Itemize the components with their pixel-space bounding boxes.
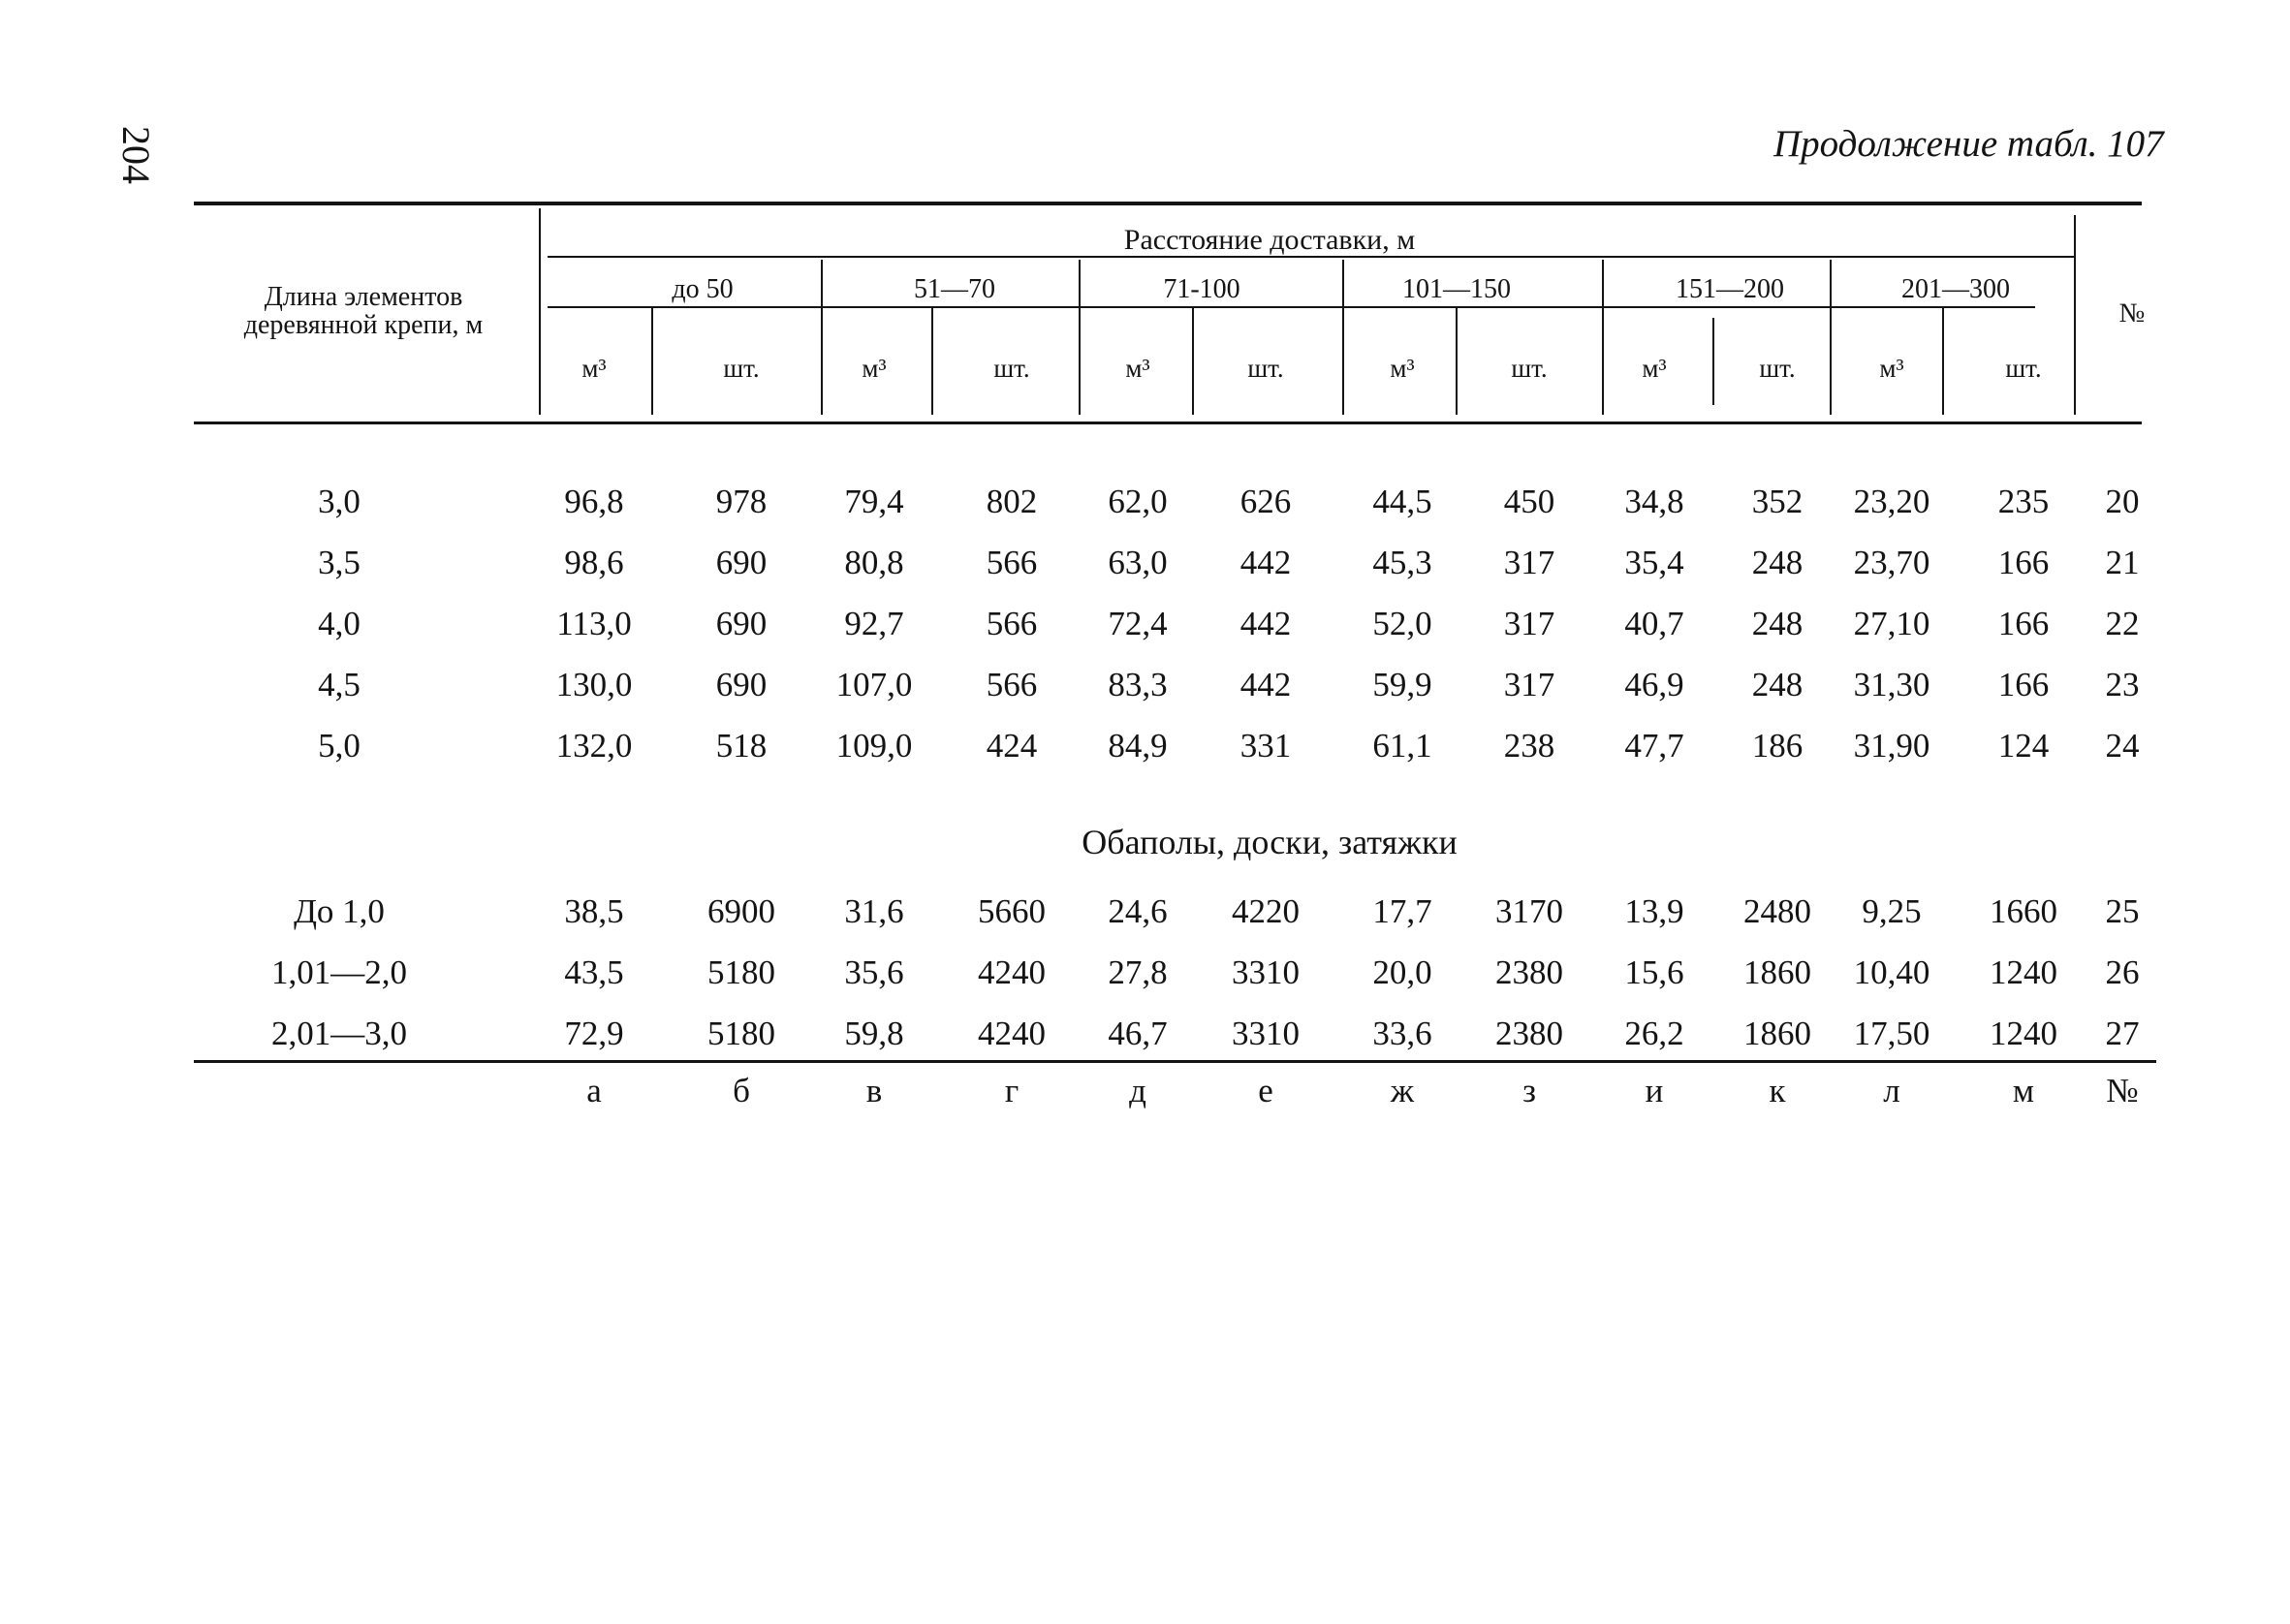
delivery-distance-title: Расстояние доставки, м xyxy=(1123,224,1416,256)
table-cell: 3310 xyxy=(1232,953,1300,991)
table-cell: 35,4 xyxy=(1624,544,1684,581)
column-letter: и xyxy=(1645,1072,1664,1109)
unit-header: шт. xyxy=(1511,354,1548,383)
table-cell: 40,7 xyxy=(1624,605,1684,642)
table-cell: 4240 xyxy=(978,953,1046,991)
row-label: 5,0 xyxy=(318,727,361,765)
unit-header: м³ xyxy=(1879,354,1904,383)
table-cell: 17,50 xyxy=(1853,1015,1930,1052)
table-cell: 802 xyxy=(986,483,1038,520)
column-letter: б xyxy=(733,1072,750,1109)
row-label-line-1: Длина элементов xyxy=(264,282,463,312)
table-cell: 248 xyxy=(1751,544,1804,581)
table-cell: 690 xyxy=(715,544,768,581)
table-cell: 24,6 xyxy=(1108,892,1168,930)
column-letter: д xyxy=(1129,1072,1146,1109)
table-cell: 317 xyxy=(1503,544,1555,581)
table-cell: 5180 xyxy=(707,953,775,991)
unit-header: шт. xyxy=(2005,354,2042,383)
table-cell: 47,7 xyxy=(1624,727,1684,765)
table-cell: 31,30 xyxy=(1853,666,1930,703)
distance-range-header: 71-100 xyxy=(1163,274,1240,304)
distance-range-header: 151—200 xyxy=(1676,274,1784,304)
table-cell: 3170 xyxy=(1495,892,1563,930)
table-cell: 27,10 xyxy=(1853,605,1930,642)
table-cell: 166 xyxy=(1997,666,2050,703)
table-cell: 566 xyxy=(986,605,1038,642)
table-cell: 61,1 xyxy=(1372,727,1432,765)
divider xyxy=(1456,308,1458,415)
divider xyxy=(821,260,823,415)
unit-header: шт. xyxy=(1247,354,1284,383)
table-cell: 248 xyxy=(1751,605,1804,642)
row-label: До 1,0 xyxy=(294,892,385,930)
column-letter: л xyxy=(1883,1072,1900,1109)
table-cell: 46,9 xyxy=(1624,666,1684,703)
table-cell: 352 xyxy=(1751,483,1804,520)
unit-header: шт. xyxy=(993,354,1030,383)
row-label: 4,5 xyxy=(318,666,361,703)
table-cell: 26,2 xyxy=(1624,1015,1684,1052)
table-cell: 166 xyxy=(1997,605,2050,642)
column-letter: ж xyxy=(1390,1072,1415,1109)
column-letter: в xyxy=(865,1072,883,1109)
table-cell: 31,90 xyxy=(1853,727,1930,765)
table-cell: 15,6 xyxy=(1624,953,1684,991)
table-cell: 566 xyxy=(986,544,1038,581)
row-number: 24 xyxy=(2105,727,2140,765)
distance-range-header: до 50 xyxy=(672,274,734,304)
table-cell: 690 xyxy=(715,666,768,703)
table-cell: 72,9 xyxy=(564,1015,624,1052)
table-cell: 83,3 xyxy=(1108,666,1168,703)
table-cell: 450 xyxy=(1503,483,1555,520)
table-cell: 23,20 xyxy=(1853,483,1930,520)
table-cell: 3310 xyxy=(1232,1015,1300,1052)
table-cell: 35,6 xyxy=(844,953,904,991)
table-cell: 1860 xyxy=(1743,953,1811,991)
unit-header: м³ xyxy=(1390,354,1415,383)
table-cell: 166 xyxy=(1997,544,2050,581)
table-cell: 5180 xyxy=(707,1015,775,1052)
table-cell: 63,0 xyxy=(1108,544,1168,581)
table-cell: 113,0 xyxy=(556,605,632,642)
table-cell: 38,5 xyxy=(564,892,624,930)
row-label-line-2: деревянной крепи, м xyxy=(243,310,484,340)
table-cell: 5660 xyxy=(978,892,1046,930)
table-cell: 23,70 xyxy=(1853,544,1930,581)
column-letter: м xyxy=(2012,1072,2035,1109)
divider xyxy=(1079,260,1081,415)
table-cell: 238 xyxy=(1503,727,1555,765)
table-cell: 442 xyxy=(1239,666,1292,703)
table-cell: 34,8 xyxy=(1624,483,1684,520)
divider xyxy=(2074,215,2076,415)
table-cell: 62,0 xyxy=(1108,483,1168,520)
column-letter: е xyxy=(1258,1072,1273,1109)
table-cell: 45,3 xyxy=(1372,544,1432,581)
table-cell: 331 xyxy=(1239,727,1292,765)
table-cell: 130,0 xyxy=(555,666,633,703)
row-number: 26 xyxy=(2105,953,2140,991)
table-cell: 1860 xyxy=(1743,1015,1811,1052)
table-cell: 92,7 xyxy=(844,605,904,642)
row-label: 2,01—3,0 xyxy=(271,1015,407,1052)
table-continuation-caption: Продолжение табл. 107 xyxy=(1773,123,2164,165)
unit-header: м³ xyxy=(1125,354,1150,383)
row-number: 23 xyxy=(2105,666,2140,703)
table-cell: 109,0 xyxy=(835,727,913,765)
table-cell: 235 xyxy=(1997,483,2050,520)
divider xyxy=(1712,318,1714,405)
column-letter: № xyxy=(2106,1072,2139,1109)
row-label: 1,01—2,0 xyxy=(271,953,407,991)
table-cell: 442 xyxy=(1239,605,1292,642)
table-cell: 2380 xyxy=(1495,953,1563,991)
table-cell: 124 xyxy=(1997,727,2050,765)
page-number: 204 xyxy=(114,126,158,184)
row-number: 25 xyxy=(2105,892,2140,930)
row-label: 3,5 xyxy=(318,544,361,581)
distance-range-header: 51—70 xyxy=(914,274,995,304)
table-cell: 186 xyxy=(1751,727,1804,765)
table-cell: 132,0 xyxy=(555,727,633,765)
table-cell: 20,0 xyxy=(1372,953,1432,991)
table-cell: 31,6 xyxy=(844,892,904,930)
table-cell: 6900 xyxy=(707,892,775,930)
table-cell: 690 xyxy=(715,605,768,642)
unit-header: м³ xyxy=(862,354,887,383)
table-cell: 33,6 xyxy=(1372,1015,1432,1052)
range-rule xyxy=(548,306,2035,308)
column-letter: з xyxy=(1522,1072,1536,1109)
column-letter: г xyxy=(1004,1072,1020,1109)
table-cell: 27,8 xyxy=(1108,953,1168,991)
divider xyxy=(1342,260,1344,415)
divider xyxy=(651,308,653,415)
unit-header: шт. xyxy=(1759,354,1796,383)
header-bottom-rule xyxy=(194,422,2142,424)
table-cell: 52,0 xyxy=(1372,605,1432,642)
table-cell: 17,7 xyxy=(1372,892,1432,930)
table-cell: 46,7 xyxy=(1108,1015,1168,1052)
number-column-header: № xyxy=(2118,298,2146,328)
table-cell: 10,40 xyxy=(1853,953,1930,991)
table-cell: 1240 xyxy=(1990,953,2057,991)
table-cell: 4240 xyxy=(978,1015,1046,1052)
table-cell: 43,5 xyxy=(564,953,624,991)
table-cell: 4220 xyxy=(1232,892,1300,930)
table-cell: 96,8 xyxy=(564,483,624,520)
table-cell: 1660 xyxy=(1990,892,2057,930)
table-cell: 2380 xyxy=(1495,1015,1563,1052)
table-cell: 2480 xyxy=(1743,892,1811,930)
column-letter: а xyxy=(586,1072,602,1109)
row-number: 22 xyxy=(2105,605,2140,642)
table-cell: 80,8 xyxy=(844,544,904,581)
row-number: 27 xyxy=(2105,1015,2140,1052)
table-cell: 79,4 xyxy=(844,483,904,520)
row-label: 3,0 xyxy=(318,483,361,520)
unit-header: шт. xyxy=(723,354,760,383)
table-cell: 107,0 xyxy=(835,666,913,703)
table-cell: 84,9 xyxy=(1108,727,1168,765)
table-cell: 44,5 xyxy=(1372,483,1432,520)
bottom-rule xyxy=(194,1060,2156,1063)
row-label-header xyxy=(184,283,543,339)
table-cell: 978 xyxy=(715,483,768,520)
unit-header: м³ xyxy=(581,354,607,383)
divider xyxy=(931,308,933,415)
table-cell: 9,25 xyxy=(1862,892,1922,930)
table-cell: 248 xyxy=(1751,666,1804,703)
table-cell: 59,9 xyxy=(1372,666,1432,703)
unit-header: м³ xyxy=(1642,354,1667,383)
divider xyxy=(1192,308,1194,415)
table-cell: 98,6 xyxy=(564,544,624,581)
table-cell: 72,4 xyxy=(1108,605,1168,642)
table-cell: 626 xyxy=(1239,483,1292,520)
divider xyxy=(1602,260,1604,415)
table-cell: 59,8 xyxy=(844,1015,904,1052)
table-cell: 518 xyxy=(715,727,768,765)
table-cell: 317 xyxy=(1503,666,1555,703)
column-letter: к xyxy=(1769,1072,1786,1109)
distance-range-header: 201—300 xyxy=(1901,274,2010,304)
table-cell: 1240 xyxy=(1990,1015,2057,1052)
table-cell: 442 xyxy=(1239,544,1292,581)
row-label: 4,0 xyxy=(318,605,361,642)
table-cell: 566 xyxy=(986,666,1038,703)
table-cell: 424 xyxy=(986,727,1038,765)
table-cell: 13,9 xyxy=(1624,892,1684,930)
row-number: 20 xyxy=(2105,483,2140,520)
section-title: Обаполы, доски, затяжки xyxy=(1082,823,1458,861)
distance-range-header: 101—150 xyxy=(1402,274,1511,304)
top-rule xyxy=(194,202,2142,205)
row-number: 21 xyxy=(2105,544,2140,581)
table-cell: 317 xyxy=(1503,605,1555,642)
